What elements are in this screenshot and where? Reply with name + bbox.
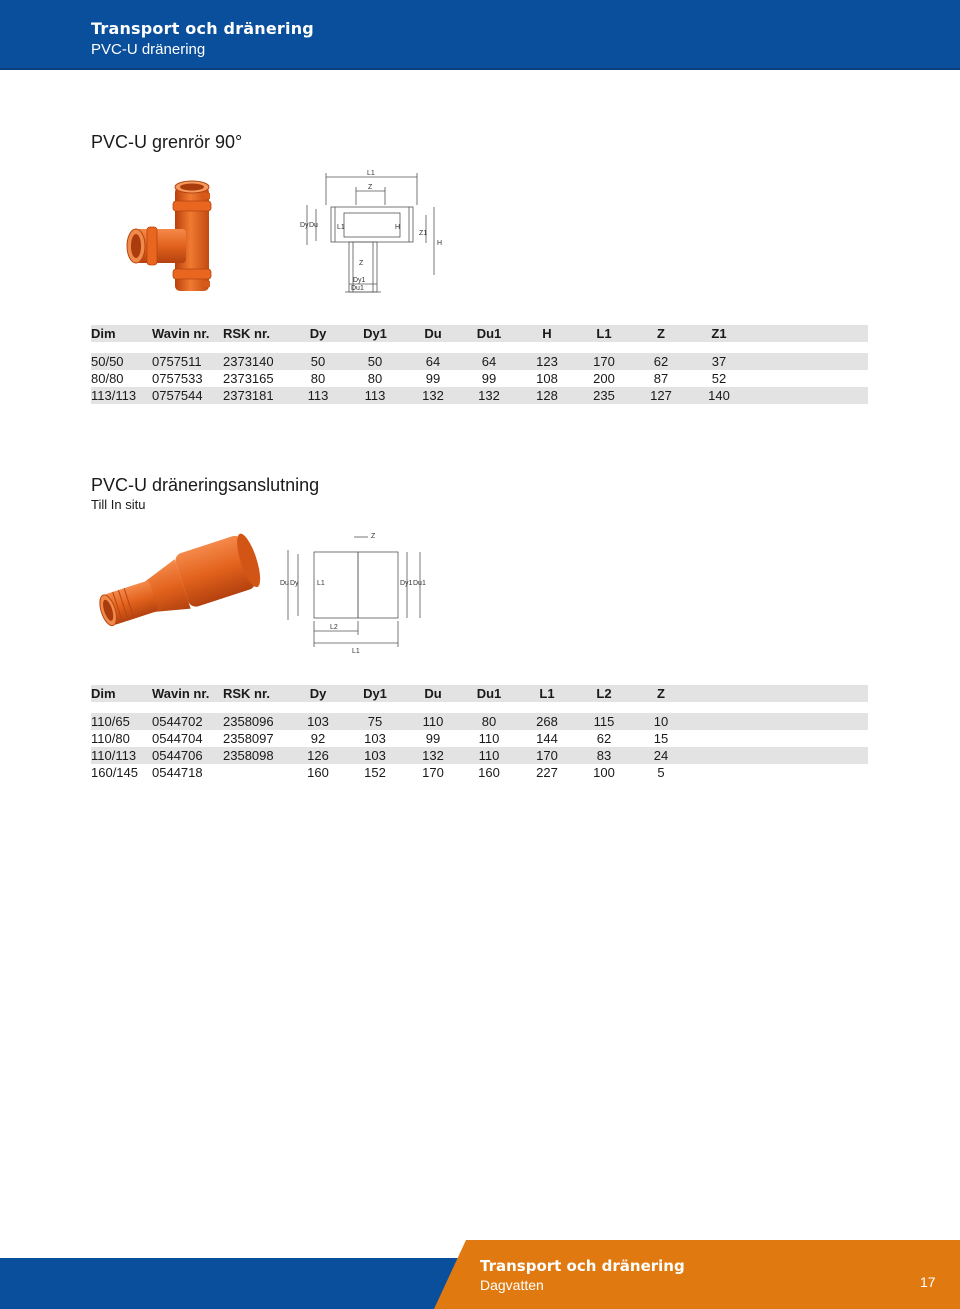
- table-cell: 103: [364, 748, 386, 763]
- table-cell: 0757533: [152, 371, 203, 386]
- drawing-label-z-lower: Z: [359, 260, 364, 267]
- drawing-label-l1-inner: L1: [337, 224, 345, 231]
- table-header-cell: Dy: [309, 326, 327, 341]
- table-cell: 160/145: [91, 765, 138, 780]
- table-row: [91, 353, 868, 370]
- table-cell: 108: [536, 371, 558, 386]
- table-header-cell: Dy1: [363, 686, 387, 701]
- table-header-cell: Dim: [91, 686, 116, 701]
- table-cell: 2373181: [223, 388, 274, 403]
- table-cell: 64: [425, 354, 441, 369]
- table-cell: 0757544: [152, 388, 203, 403]
- table-row: [91, 764, 868, 781]
- drawing2-label-du: Du: [280, 580, 289, 587]
- table-cell: 83: [596, 748, 612, 763]
- header-subtitle: PVC-U dränering: [91, 41, 206, 58]
- table-cell: 127: [650, 388, 672, 403]
- table-cell: 170: [593, 354, 615, 369]
- table-header-cell: Dim: [91, 326, 116, 341]
- table-cell: 113/113: [91, 388, 137, 403]
- table-cell: 2358097: [223, 731, 274, 746]
- grenror-drawing: [281, 165, 469, 305]
- table-cell: 62: [596, 731, 612, 746]
- drawing-label-z1: Z1: [419, 230, 428, 237]
- table-cell: 99: [425, 731, 441, 746]
- table-cell: 50: [367, 354, 383, 369]
- drawing-label-dy1: Dy1: [353, 277, 366, 284]
- drawing2-label-l1: L1: [352, 648, 360, 655]
- section2-subtitle: Till In situ: [91, 497, 146, 512]
- table-cell: 5: [657, 765, 665, 780]
- table-cell: 2373165: [223, 371, 274, 386]
- grenror-table: [91, 325, 868, 404]
- footer-subtitle: Dagvatten: [480, 1277, 544, 1293]
- table-cell: 80: [367, 371, 383, 386]
- table-cell: 170: [422, 765, 444, 780]
- table-cell: 144: [536, 731, 558, 746]
- table-cell: 50: [310, 354, 326, 369]
- table-cell: 99: [425, 371, 441, 386]
- table-cell: 235: [593, 388, 615, 403]
- table-cell: 268: [536, 714, 558, 729]
- table-cell: 152: [364, 765, 386, 780]
- table-spacer: [91, 342, 868, 353]
- table-header-cell: RSK nr.: [223, 326, 270, 341]
- table-cell: 0757511: [152, 354, 202, 369]
- table-cell: 227: [536, 765, 558, 780]
- table-cell: 132: [422, 388, 444, 403]
- drawing-label-du: Du: [309, 222, 318, 229]
- table-cell: 99: [481, 371, 497, 386]
- table-cell: 123: [536, 354, 558, 369]
- page-header: [0, 0, 960, 70]
- table-cell: [223, 764, 295, 781]
- drawing2-label-du1: Du1: [413, 580, 426, 587]
- anslutning-drawing: [276, 525, 459, 665]
- page-footer: [0, 1240, 960, 1309]
- table-header-cell: Wavin nr.: [152, 326, 210, 341]
- drawing2-label-z: Z: [371, 533, 376, 540]
- table-cell: 80/80: [91, 371, 124, 386]
- table-cell: 10: [653, 714, 669, 729]
- table-row: [91, 370, 868, 387]
- table-cell: 160: [478, 765, 500, 780]
- table-cell: 113: [364, 388, 386, 403]
- table-cell: 52: [711, 371, 727, 386]
- footer-title: Transport och dränering: [480, 1257, 685, 1275]
- table-cell: 24: [653, 748, 669, 763]
- drawing2-label-dy: Dy: [290, 580, 299, 587]
- table-header-cell: Dy: [309, 686, 327, 701]
- table-header-cell: L1: [539, 686, 555, 701]
- table-cell: 2358098: [223, 748, 274, 763]
- anslutning-photo: [91, 525, 271, 665]
- table-cell: 0544702: [152, 714, 203, 729]
- table-cell: 170: [536, 748, 558, 763]
- table-cell: 113: [307, 388, 329, 403]
- table-cell: 80: [310, 371, 326, 386]
- table-cell: 132: [422, 748, 444, 763]
- page-number: 17: [920, 1274, 936, 1290]
- table-cell: 100: [593, 765, 615, 780]
- table-cell: 140: [708, 388, 730, 403]
- drawing2-label-l1-inner: L1: [317, 580, 325, 587]
- table-cell: 115: [593, 714, 615, 729]
- table-cell: 37: [711, 354, 727, 369]
- table-header-cell: L1: [596, 326, 612, 341]
- table-cell: 2373140: [223, 354, 274, 369]
- table-header-cell: Du1: [476, 686, 502, 701]
- drawing2-label-l2: L2: [330, 624, 338, 631]
- table-row: [91, 713, 868, 730]
- table-cell: 75: [367, 714, 383, 729]
- drawing-label-l1: L1: [367, 170, 375, 177]
- table-cell: 0544718: [152, 765, 203, 780]
- table-cell: 110: [422, 714, 444, 729]
- drawing-label-dy: Dy: [300, 222, 309, 229]
- table-header-cell: Z: [657, 686, 665, 701]
- table-header-cell: Du: [424, 686, 442, 701]
- table-cell: 2358096: [223, 714, 274, 729]
- table-cell: 110/65: [91, 714, 130, 729]
- table-cell: 110/80: [91, 731, 130, 746]
- drawing-label-h-inner: H: [395, 224, 401, 231]
- drawing-label-h: H: [437, 240, 443, 247]
- table-header-cell: Du1: [476, 326, 502, 341]
- table-cell: 0544706: [152, 748, 203, 763]
- table-header-row: [91, 685, 868, 702]
- table-cell: 110: [478, 748, 500, 763]
- table-cell: 62: [653, 354, 669, 369]
- table-cell: 103: [307, 714, 329, 729]
- header-title: Transport och dränering: [91, 19, 314, 38]
- table-cell: 132: [478, 388, 500, 403]
- drawing-label-du1: Du1: [351, 285, 364, 292]
- table-cell: 160: [307, 765, 329, 780]
- table-cell: 64: [481, 354, 497, 369]
- table-cell: 200: [593, 371, 615, 386]
- section2-title: PVC-U dräneringsanslutning: [91, 475, 320, 495]
- table-header-row: [91, 325, 868, 342]
- table-header-cell: H: [542, 326, 552, 341]
- table-cell: 80: [481, 714, 497, 729]
- table-cell: 50/50: [91, 354, 124, 369]
- table-header-cell: Wavin nr.: [152, 686, 210, 701]
- anslutning-figure: [91, 525, 459, 665]
- table-cell: 110: [478, 731, 500, 746]
- table-cell: 87: [653, 371, 669, 386]
- section1-title: PVC-U grenrör 90°: [91, 132, 243, 152]
- anslutning-table: [91, 685, 868, 781]
- table-cell: 110/113: [91, 748, 137, 763]
- drawing2-label-dy1: Dy1: [400, 580, 413, 587]
- table-cell: 103: [364, 731, 386, 746]
- drawing-label-z: Z: [368, 184, 373, 191]
- table-header-cell: RSK nr.: [223, 686, 270, 701]
- table-row: [91, 387, 868, 404]
- table-cell: 128: [536, 388, 558, 403]
- table-cell: 92: [310, 731, 326, 746]
- table-cell: 126: [307, 748, 329, 763]
- table-cell: 0544704: [152, 731, 203, 746]
- table-header-cell: Du: [424, 326, 442, 341]
- table-spacer: [91, 702, 868, 713]
- table-row: [91, 747, 868, 764]
- table-header-cell: Dy1: [363, 326, 387, 341]
- table-cell: 15: [653, 731, 669, 746]
- table-row: [91, 730, 868, 747]
- table-header-cell: Z: [657, 326, 665, 341]
- table-header-cell: L2: [596, 686, 612, 701]
- table-header-cell: Z1: [711, 326, 727, 341]
- grenror-figure: [91, 165, 469, 305]
